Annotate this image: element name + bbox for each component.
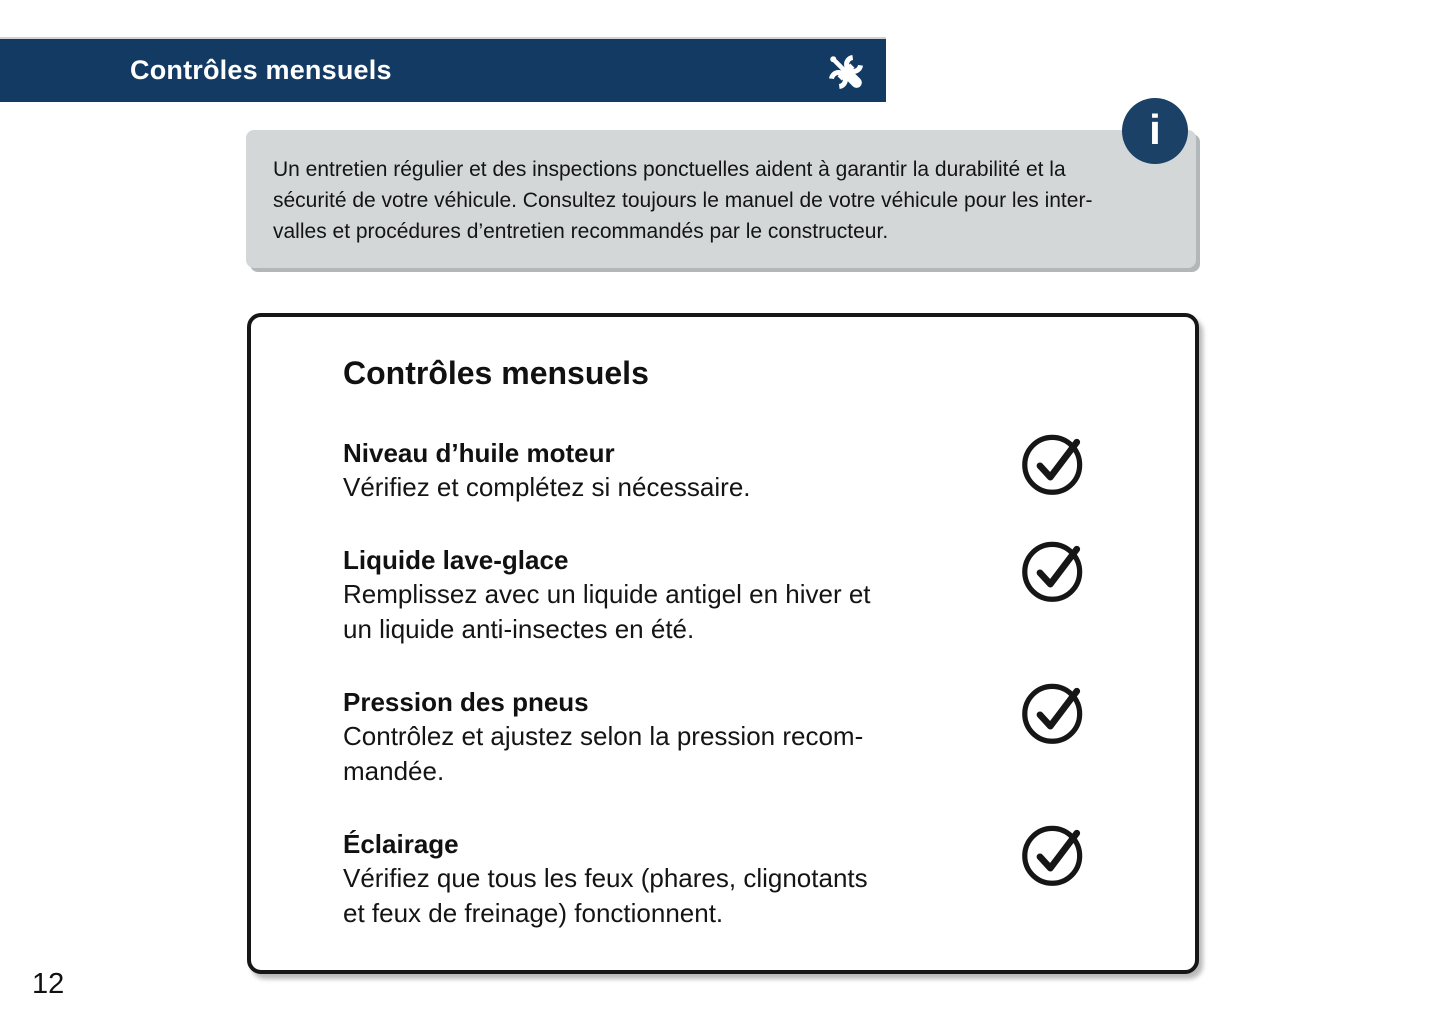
checklist-item-desc	[343, 861, 868, 931]
check-circle-icon	[1021, 676, 1091, 746]
desc-line: un liquide anti-insectes en été.	[343, 613, 695, 644]
checklist-item-title: Éclairage	[343, 828, 459, 859]
checklist-item-desc	[343, 470, 751, 505]
desc-line: Vérifiez et complétez si nécessaire.	[343, 471, 751, 502]
checklist-item-desc	[343, 577, 871, 647]
section-header-bar	[0, 37, 886, 102]
checklist-item	[343, 827, 1091, 931]
info-note-line: valles et procédures d’entretien recommandés par le constructeur.	[273, 220, 889, 243]
check-circle-icon	[1021, 818, 1091, 888]
section-title: Contrôles mensuels	[130, 55, 392, 85]
checklist-item-title: Liquide lave-glace	[343, 544, 569, 575]
checklist-item-text	[343, 436, 751, 505]
checklist-card	[247, 313, 1199, 974]
desc-line: Remplissez avec un liquide antigel en hiver et	[343, 578, 871, 609]
checklist-item-title: Pression des pneus	[343, 686, 589, 717]
checklist-item	[343, 685, 1091, 789]
info-note-line: Un entretien régulier et des inspections ponctuelles aident à garantir la durabilité et la	[273, 158, 1066, 181]
info-note	[246, 130, 1196, 268]
desc-line: Vérifiez que tous les feux (phares, clignotants	[343, 862, 868, 893]
desc-line: Contrôlez et ajustez selon la pression recom-	[343, 720, 864, 751]
checklist-item-text	[343, 543, 871, 647]
checklist-item-text	[343, 827, 868, 931]
tools-icon	[822, 48, 870, 96]
page-number: 12	[32, 968, 65, 1000]
checklist-item-title: Niveau d’huile moteur	[343, 437, 615, 468]
checklist-item-desc	[343, 719, 863, 789]
desc-line: et feux de freinage) fonctionnent.	[343, 897, 724, 928]
checklist-item	[343, 436, 1091, 505]
info-icon	[1122, 98, 1188, 164]
check-circle-icon	[1021, 534, 1091, 604]
checklist-item-text	[343, 685, 863, 789]
info-icon-glyph: i	[1149, 105, 1161, 153]
desc-line: mandée.	[343, 755, 445, 786]
info-note-line: sécurité de votre véhicule. Consultez toujours le manuel de votre véhicule pour les inter-	[273, 189, 1093, 212]
checklist-item	[343, 543, 1091, 647]
checklist-title: Contrôles mensuels	[343, 355, 649, 391]
check-circle-icon	[1021, 427, 1091, 497]
